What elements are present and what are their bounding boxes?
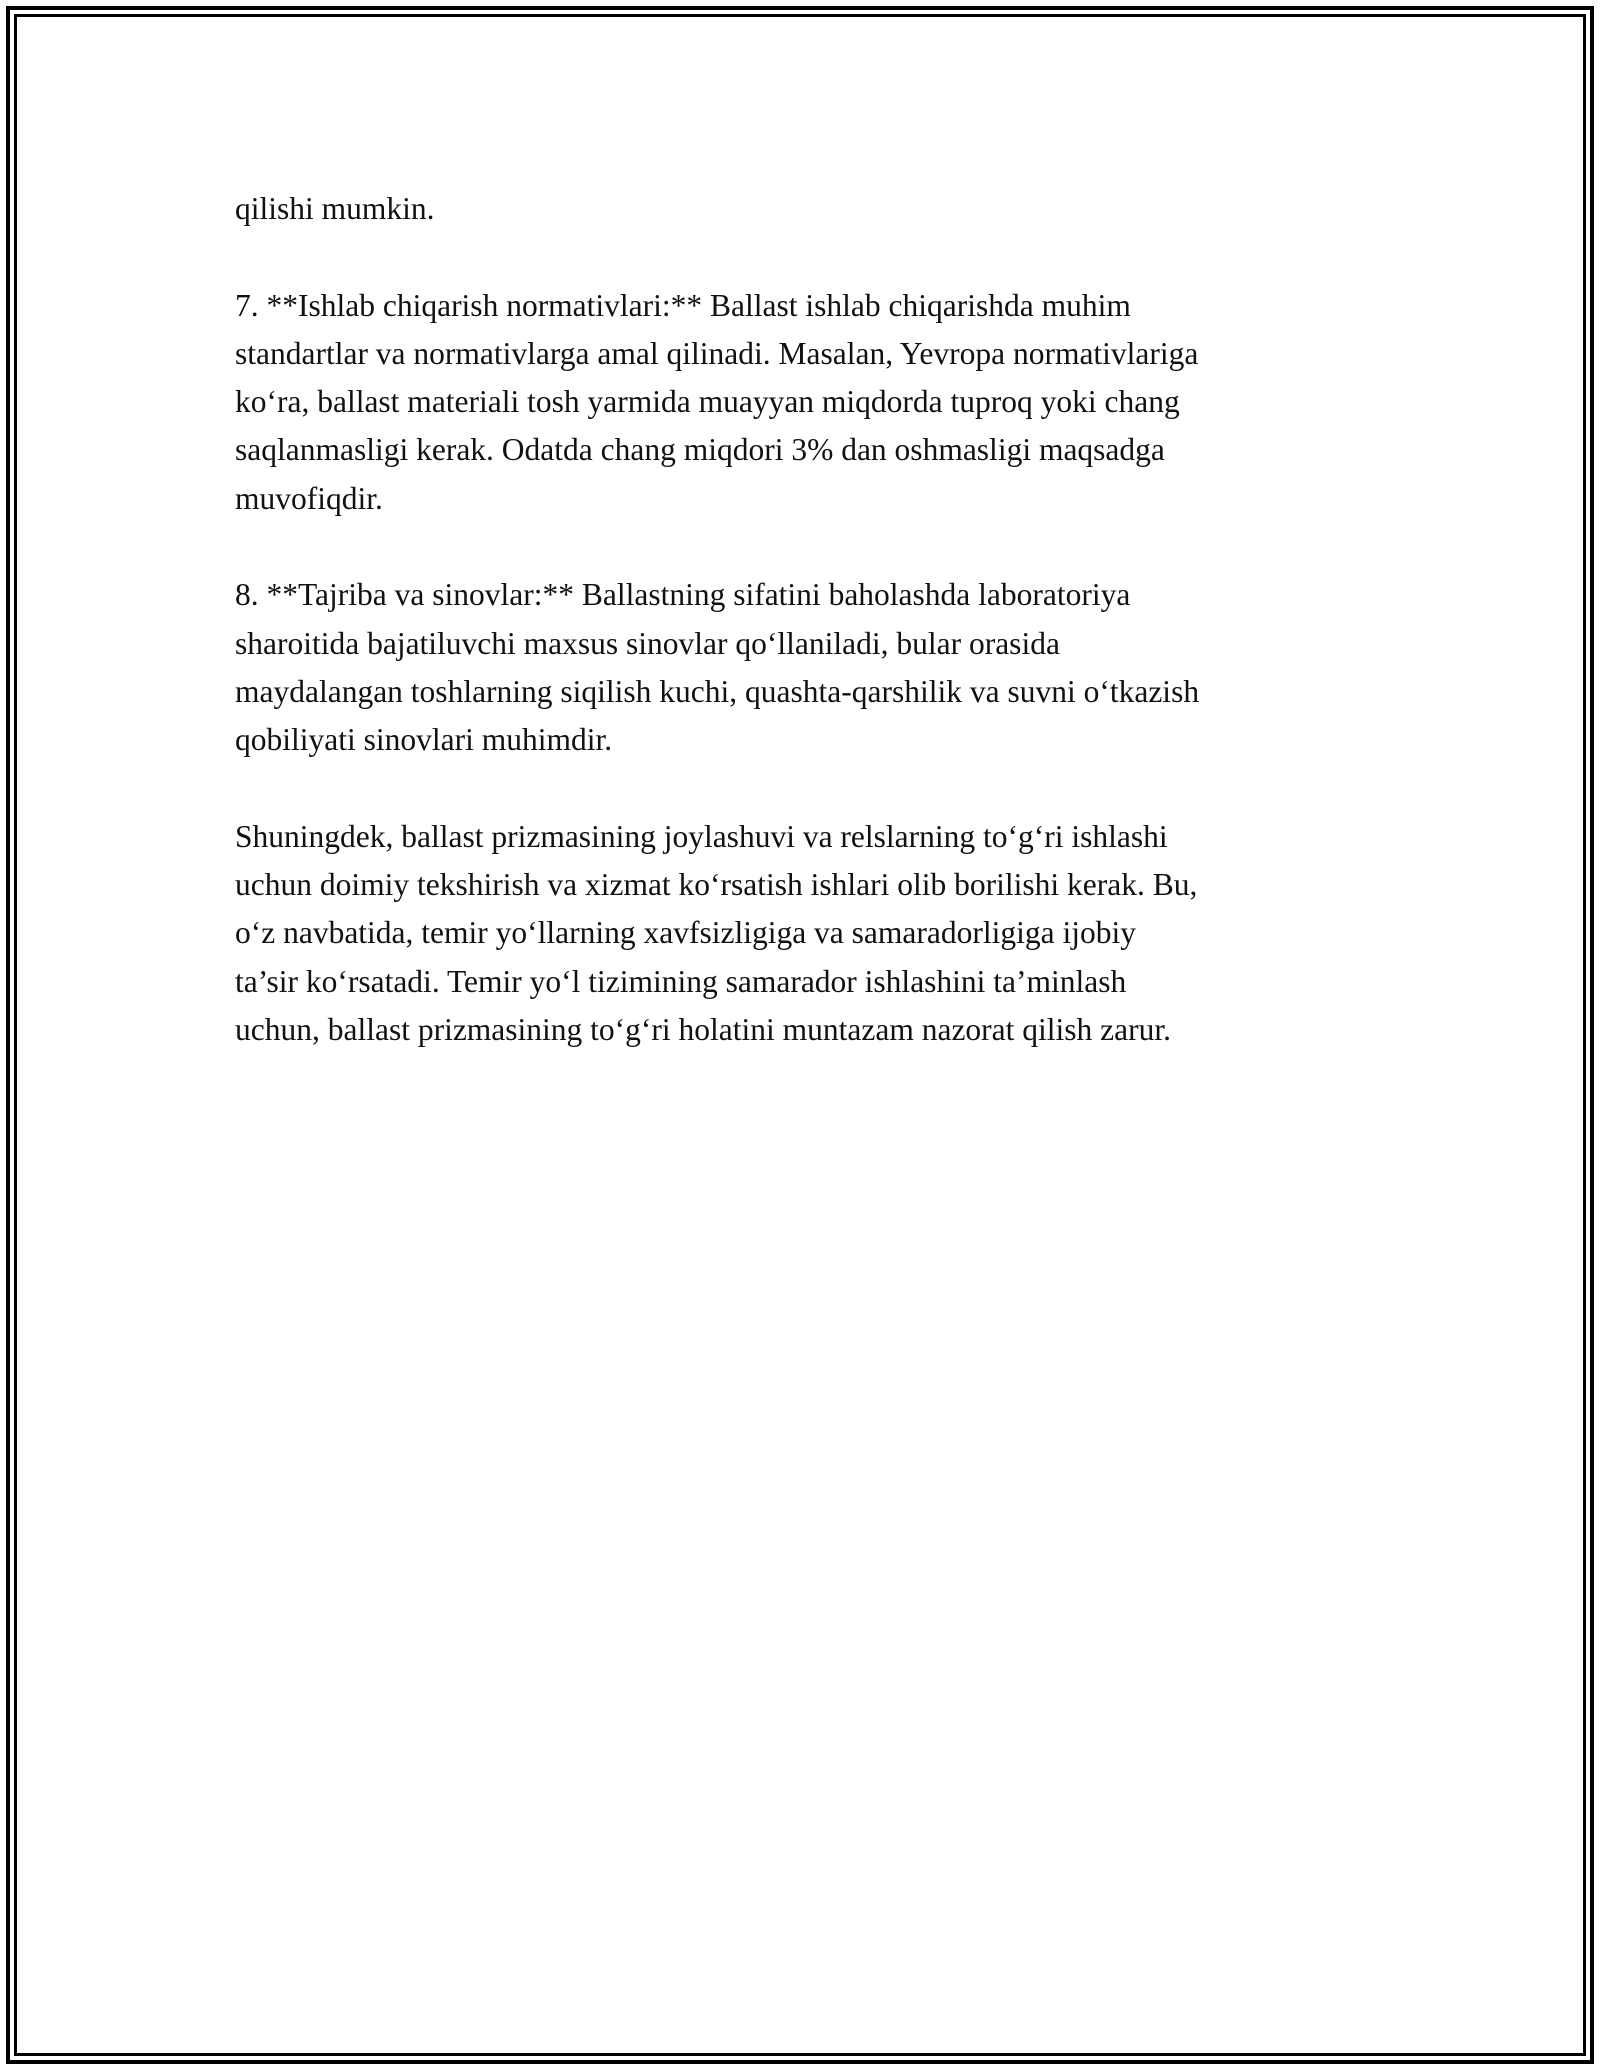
text-line: uchun doimiy tekshirish va xizmat ko‘rsatish ishlari olib borilishi kerak. Bu, <box>235 867 1198 903</box>
text-line: qobiliyati sinovlari muhimdir. <box>235 722 613 758</box>
text-line: uchun, ballast prizmasining to‘g‘ri holatini muntazam nazorat qilish zarur. <box>235 1012 1171 1048</box>
paragraph-item-7 <box>235 282 1375 523</box>
text-line: standartlar va normativlarga amal qilinadi. Masalan, Yevropa normativlariga <box>235 335 1199 371</box>
text-line: saqlanmasligi kerak. Odatda chang miqdori 3% dan oshmasligi maqsadga <box>235 432 1165 468</box>
text-line: 7. **Ishlab chiqarish normativlari:** Ballast ishlab chiqarishda muhim <box>235 287 1131 323</box>
text-line: Shuningdek, ballast prizmasining joylashuvi va relslarning to‘g‘ri ishlashi <box>235 818 1168 854</box>
text-line: qilishi mumkin. <box>235 191 435 226</box>
paragraph-continuation <box>235 185 1375 233</box>
text-line: ko‘ra, ballast materiali tosh yarmida muayyan miqdorda tuproq yoki chang <box>235 384 1180 420</box>
text-line: sharoitida bajatiluvchi maxsus sinovlar qo‘llaniladi, bular orasida <box>235 625 1060 661</box>
text-line: maydalangan toshlarning siqilish kuchi, quashta-qarshilik va suvni o‘tkazish <box>235 673 1200 709</box>
text-line: 8. **Tajriba va sinovlar:** Ballastning sifatini baholashda laboratoriya <box>235 577 1131 613</box>
text-line: ta’sir ko‘rsatadi. Temir yo‘l tizimining samarador ishlashini ta’minlash <box>235 963 1127 999</box>
document-body <box>235 185 1375 1103</box>
paragraph-conclusion <box>235 813 1375 1054</box>
text-line: muvofiqdir. <box>235 480 383 516</box>
text-line: o‘z navbatida, temir yo‘llarning xavfsizligiga va samaradorligiga ijobiy <box>235 915 1136 951</box>
paragraph-item-8 <box>235 571 1375 764</box>
